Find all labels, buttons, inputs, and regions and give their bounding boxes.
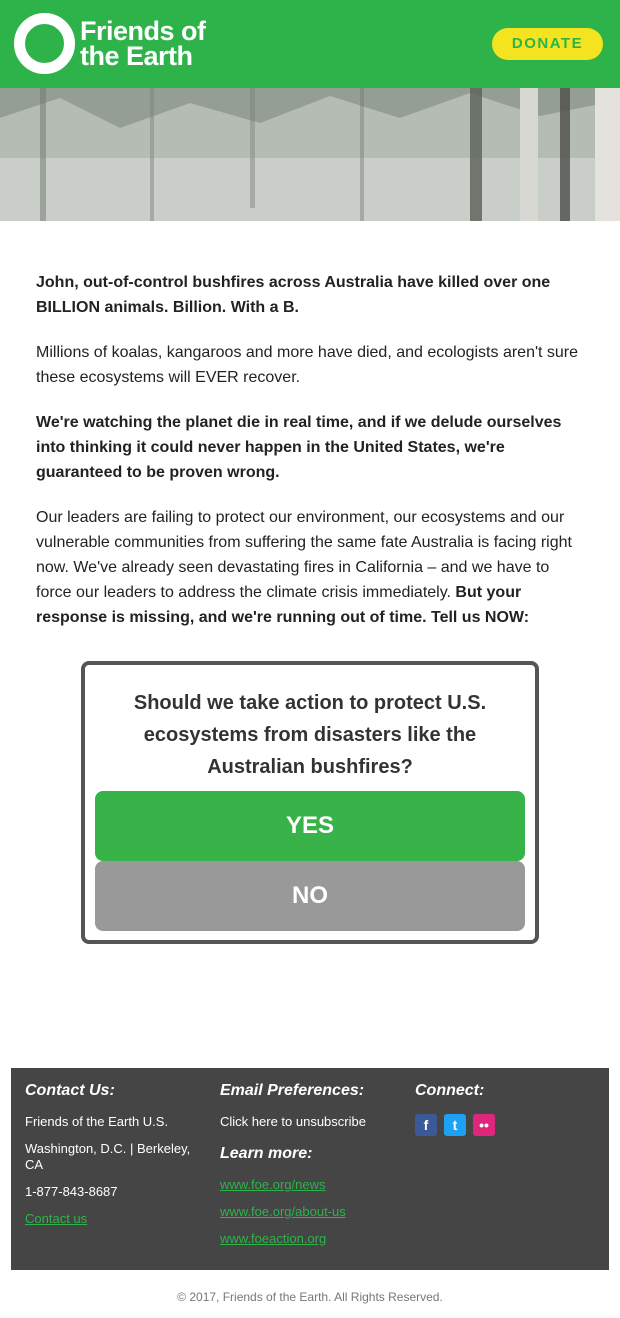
paragraph-4-bold: But your response is missing, and we're running out of time. Tell us NOW: bbox=[36, 584, 530, 626]
paragraph-2: Millions of koalas, kangaroos and more have died, and ecologists aren't sure these ecosystems will EVER recover. bbox=[36, 344, 579, 386]
email-preferences-heading: Email Preferences: bbox=[220, 1082, 365, 1099]
paragraph-1: John, out-of-control bushfires across Australia have killed over one BILLION animals. Billion. With a B. bbox=[36, 274, 551, 316]
logo-line-2: the Earth bbox=[80, 41, 193, 71]
paragraph-3: We're watching the planet die in real time, and if we delude ourselves into thinking it could never happen in the United States, we're guaranteed to be proven wrong. bbox=[36, 414, 562, 481]
connect-heading: Connect: bbox=[415, 1082, 485, 1099]
org-name: Friends of the Earth U.S. bbox=[25, 1114, 169, 1129]
poll-question: Should we take action to protect U.S. ecosystems from disasters like the Australian bushfires? bbox=[133, 692, 487, 778]
contact-column bbox=[25, 1082, 200, 1238]
header-bar bbox=[0, 0, 620, 88]
friends-of-the-earth-logo[interactable] bbox=[14, 13, 234, 75]
paragraph-4 bbox=[36, 505, 584, 630]
poll-box bbox=[81, 661, 539, 944]
copyright-text: © 2017, Friends of the Earth. All Rights Reserved. bbox=[177, 1290, 443, 1304]
email-preferences-column bbox=[220, 1082, 400, 1258]
logo-wordmark bbox=[80, 16, 206, 71]
email-body bbox=[36, 270, 584, 650]
footer bbox=[11, 1068, 609, 1270]
foeaction-link[interactable]: www.foeaction.org bbox=[220, 1231, 327, 1246]
phone-number: 1-877-843-8687 bbox=[25, 1184, 118, 1199]
donate-button[interactable]: DONATE bbox=[492, 28, 603, 60]
no-button[interactable]: NO bbox=[95, 861, 525, 931]
about-us-link[interactable]: www.foe.org/about-us bbox=[220, 1204, 346, 1219]
yes-button[interactable]: YES bbox=[95, 791, 525, 861]
hero-forest-image bbox=[0, 88, 620, 221]
forest-illustration bbox=[0, 88, 620, 221]
paragraph-4-normal: Our leaders are failing to protect our environment, our ecosystems and our vulnerable communities from suffering the same fate Australia is facing right now. We've already seen devastating fires in California – and we have to force our leaders to address the climate crisis immediately. bbox=[36, 509, 572, 601]
connect-column bbox=[415, 1082, 595, 1136]
office-locations: Washington, D.C. | Berkeley, CA bbox=[25, 1141, 191, 1172]
news-link[interactable]: www.foe.org/news bbox=[220, 1177, 326, 1192]
contact-heading: Contact Us: bbox=[25, 1082, 115, 1099]
facebook-icon[interactable]: f bbox=[415, 1114, 437, 1136]
logo-ring-icon bbox=[14, 13, 75, 74]
twitter-icon[interactable]: t bbox=[444, 1114, 466, 1136]
learn-more-heading: Learn more: bbox=[220, 1145, 313, 1162]
social-icons bbox=[415, 1114, 595, 1136]
flickr-icon[interactable]: •• bbox=[473, 1114, 495, 1136]
contact-us-link[interactable]: Contact us bbox=[25, 1211, 88, 1226]
unsubscribe-link[interactable]: Click here to unsubscribe bbox=[220, 1114, 366, 1129]
logo-line-1: Friends of bbox=[80, 16, 206, 46]
